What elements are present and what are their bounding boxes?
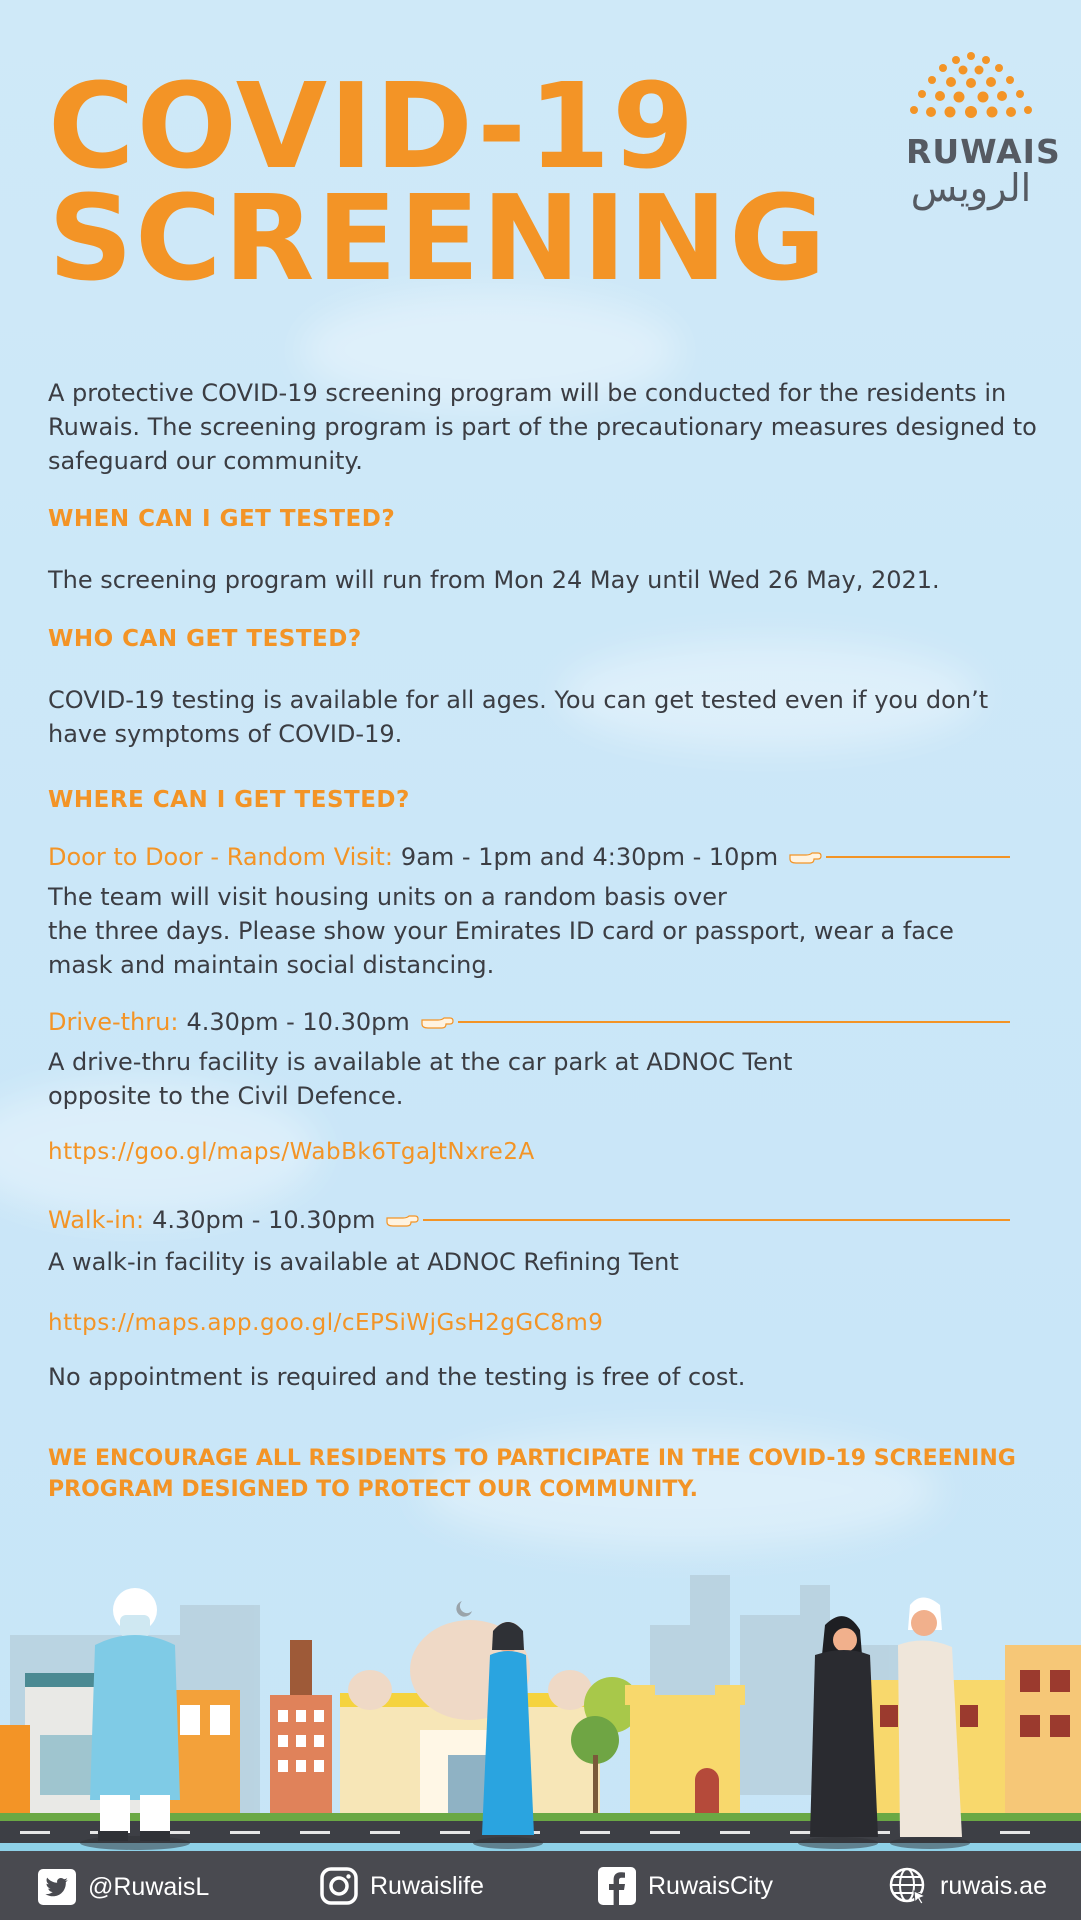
divider-line [826,856,1010,858]
title-line-2: SCREENING [48,169,828,307]
walk-in-hours: 4.30pm - 10.30pm [152,1206,376,1234]
when-text: The screening program will run from Mon 24 May until Wed 26 May, 2021. [48,566,940,594]
door-to-door-text-3: mask and maintain social distancing. [48,951,495,979]
intro-paragraph: A protective COVID-19 screening program will be conducted for the residents in Ruwais. The screening program is part of the precautionary measures designed to safeguard our community. [48,379,1037,475]
drive-thru-map-link[interactable]: https://goo.gl/maps/WabBk6TgaJtNxre2A [48,1139,535,1165]
drive-thru-text-2: opposite to the Civil Defence. [48,1082,404,1110]
door-to-door-text-2: the three days. Please show your Emirates ID card or passport, wear a face [48,917,954,945]
twitter-icon [38,1869,76,1905]
walk-in-row [48,1203,1010,1237]
door-to-door-hours: 9am - 1pm and 4:30pm - 10pm [400,843,779,871]
door-to-door-row [48,840,1010,874]
social-footer [0,1851,1081,1920]
community-illustration [0,1555,1081,1851]
call-to-action-line-2: PROGRAM DESIGNED TO PROTECT OUR COMMUNITY. [48,1477,698,1502]
drive-thru-text-1: A drive-thru facility is available at the car park at ADNOC Tent [48,1048,793,1076]
drive-thru-hours: 4.30pm - 10.30pm [186,1008,410,1036]
title-line-1: COVID-19 [48,57,697,195]
drive-thru-label: Drive-thru: [48,1008,179,1036]
pointing-hand-icon [420,1014,454,1030]
walk-in-map-link[interactable]: https://maps.app.goo.gl/cEPSiWjGsH2gGC8m9 [48,1310,604,1336]
ruwais-dots-logo [906,50,1036,122]
pointing-hand-icon [385,1212,419,1228]
walk-in-text: A walk-in facility is available at ADNOC Refining Tent [48,1248,679,1276]
instagram-handle[interactable] [320,1867,484,1905]
twitter-handle[interactable] [38,1869,209,1905]
door-to-door-text-1: The team will visit housing units on a random basis over [48,883,727,911]
facebook-handle[interactable] [598,1867,773,1905]
facebook-icon [598,1867,636,1905]
divider-line [458,1021,1010,1023]
free-of-cost-note: No appointment is required and the testing is free of cost. [48,1363,746,1391]
divider-line [423,1219,1010,1221]
door-to-door-label: Door to Door - Random Visit: [48,843,393,871]
twitter-handle-text: @RuwaisL [88,1872,210,1901]
instagram-icon [320,1867,358,1905]
walk-in-label: Walk-in: [48,1206,145,1234]
page-title [48,57,828,307]
when-heading: WHEN CAN I GET TESTED? [48,506,396,532]
where-heading: WHERE CAN I GET TESTED? [48,787,410,813]
pointing-hand-icon [788,849,822,865]
call-to-action-line-1: WE ENCOURAGE ALL RESIDENTS TO PARTICIPATE IN THE COVID-19 SCREENING [48,1446,1016,1471]
website-link[interactable] [888,1866,1047,1906]
drive-thru-row [48,1005,1010,1039]
who-heading: WHO CAN GET TESTED? [48,626,362,652]
ruwais-logo [906,50,1061,210]
globe-icon [888,1866,928,1906]
website-link-text: ruwais.ae [940,1871,1047,1900]
instagram-handle-text: Ruwaislife [370,1871,484,1900]
logo-arabic-name: الرويس [910,166,1032,210]
logo-name: RUWAIS [906,132,1061,171]
facebook-handle-text: RuwaisCity [648,1871,774,1900]
who-text: COVID-19 testing is available for all ages. You can get tested even if you don’t have symptoms of COVID-19. [48,686,989,748]
